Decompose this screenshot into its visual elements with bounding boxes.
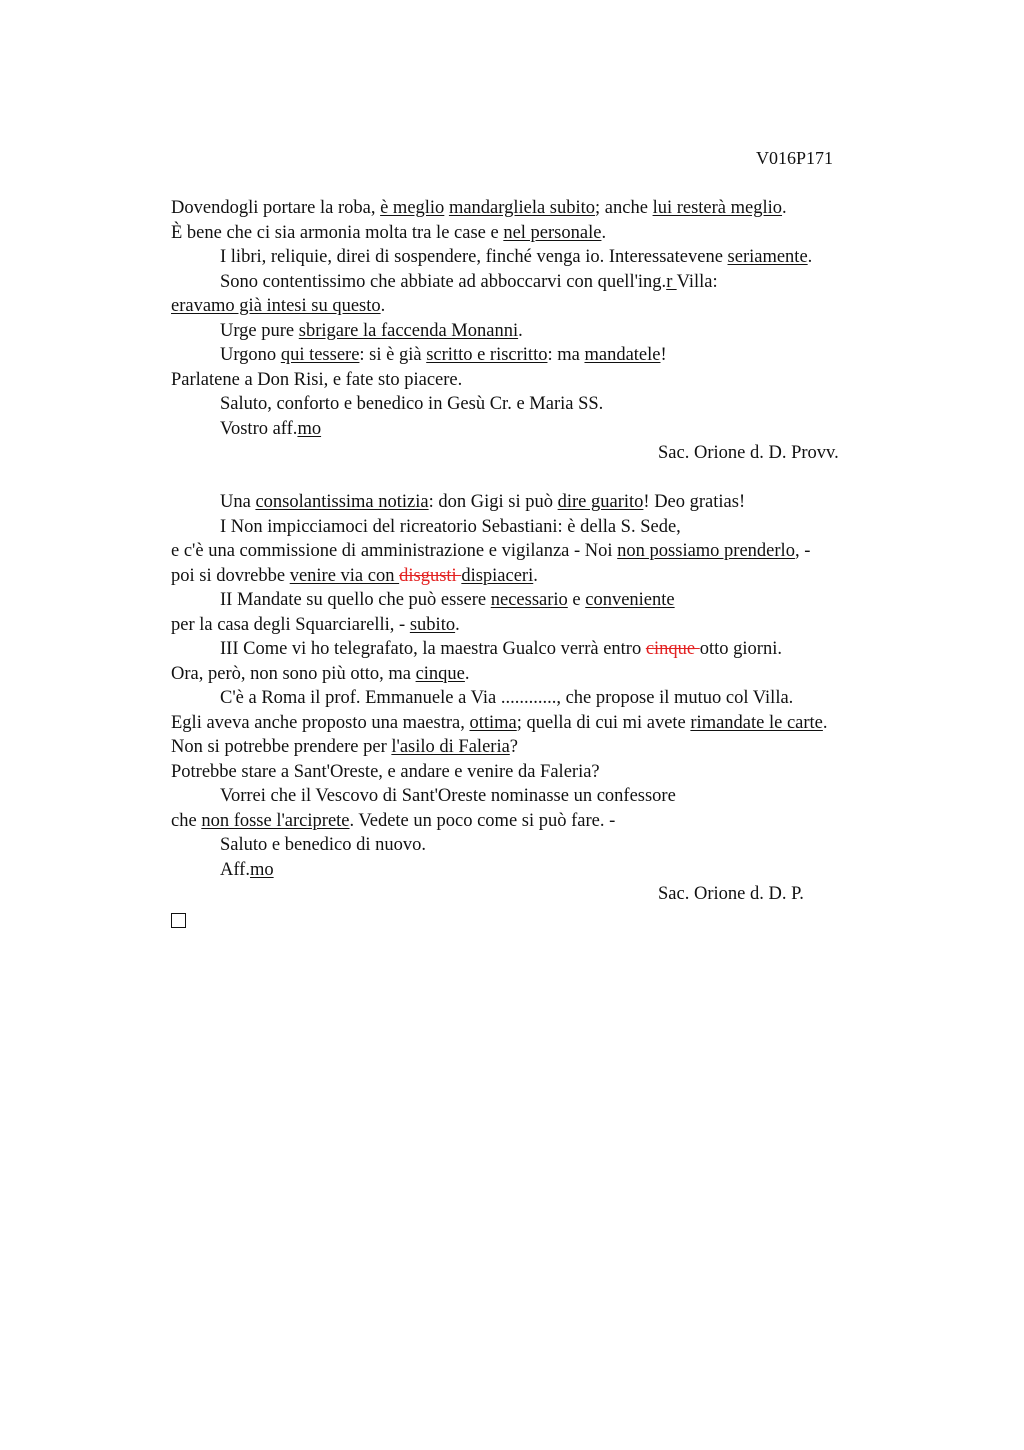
letter1-line4: Sono contentissimo che abbiate ad abboccarvi con quell'ing.r Villa: <box>220 271 718 292</box>
document-body <box>171 196 931 935</box>
underlined-text: mo <box>249 859 274 880</box>
underlined-text: qui tessere <box>280 345 360 365</box>
letter2-signature: Sac. Orione d. D. P. <box>658 884 804 904</box>
letter2-line5: II Mandate su quello che può essere necessario e conveniente <box>220 590 675 610</box>
end-marker <box>171 907 931 936</box>
deleted-text: cinque <box>645 639 700 659</box>
underlined-text: è meglio <box>380 198 445 218</box>
underlined-text: sbrigare la faccenda Monanni <box>298 320 519 341</box>
underlined-text: mandargliela subito <box>448 198 596 218</box>
letter2-line9: C'è a Roma il prof. Emmanuele a Via ............, che propose il mutuo col Villa. <box>220 688 794 708</box>
letter2-line14: che non fosse l'arciprete. Vedete un poco come si può fare. - <box>171 810 616 831</box>
underlined-text: subito <box>409 614 456 635</box>
underlined-text: non fosse l'arciprete <box>201 810 350 831</box>
letter2-line15: Saluto e benedico di nuovo. <box>220 835 427 855</box>
letter2-line13: Vorrei che il Vescovo di Sant'Oreste nominasse un confessore <box>220 786 676 806</box>
letter1-line6: Urge pure sbrigare la faccenda Monanni. <box>220 320 523 341</box>
letter2-line3: e c'è una commissione di amministrazione e vigilanza - Noi non possiamo prenderlo, - <box>171 541 811 561</box>
letter1-line1: Dovendogli portare la roba, è meglio mandargliela subito; anche lui resterà meglio. <box>171 198 787 218</box>
letter1-signature: Sac. Orione d. D. Provv. <box>658 443 839 463</box>
letter2-line10: Egli aveva anche proposto una maestra, ottima; quella di cui mi avete rimandate le carte. <box>171 712 828 733</box>
letter2-line1: Una consolantissima notizia: don Gigi si può dire guarito! Deo gratias! <box>220 492 746 512</box>
deleted-text: disgusti <box>399 565 462 586</box>
letter1-line2: È bene che ci sia armonia molta tra le case e nel personale. <box>171 222 607 243</box>
letter2-line2: I Non impicciamoci del ricreatorio Sebastiani: è della S. Sede, <box>220 516 681 537</box>
letter2-line6: per la casa degli Squarciarelli, - subito. <box>171 614 460 635</box>
underlined-text: r <box>666 271 677 292</box>
underlined-text: lui resterà meglio <box>652 198 783 218</box>
underlined-text: mandatele <box>584 345 661 365</box>
letter1-line3: I libri, reliquie, direi di sospendere, finché venga io. Interessatevene seriamente. <box>220 247 813 267</box>
letter2-line12: Potrebbe stare a Sant'Oreste, e andare e venire da Faleria? <box>171 761 600 782</box>
underlined-text: necessario <box>490 590 568 610</box>
letter1-closing: Vostro aff.mo <box>220 418 322 439</box>
letter1-line7: Urgono qui tessere: si è già scritto e riscritto: ma mandatele! <box>220 345 667 365</box>
underlined-text: consolantissima notizia <box>255 492 429 512</box>
letter2-line7: III Come vi ho telegrafato, la maestra Gualco verrà entro cinque otto giorni. <box>220 639 782 659</box>
underlined-text: l'asilo di Faleria <box>391 737 510 757</box>
underlined-text: non possiamo prenderlo <box>617 541 795 561</box>
underlined-text: eravamo già intesi su questo <box>171 296 381 316</box>
document-reference: V016P171 <box>756 148 834 168</box>
underlined-text: nel personale <box>503 222 602 243</box>
letter1-line5: eravamo già intesi su questo. <box>171 296 386 316</box>
underlined-text: conveniente <box>585 590 675 610</box>
underlined-text: venire via con <box>289 565 400 586</box>
letter2-line8: Ora, però, non sono più otto, ma cinque. <box>171 663 470 684</box>
underlined-text: rimandate le carte <box>690 712 823 733</box>
underlined-text: dispiaceri <box>461 565 534 586</box>
letter2-line4: poi si dovrebbe venire via con disgusti dispiaceri. <box>171 565 538 586</box>
underlined-text: ottima <box>469 712 517 733</box>
letter1-line8: Parlatene a Don Risi, e fate sto piacere. <box>171 369 463 390</box>
letter2-closing: Aff.mo <box>220 859 274 880</box>
letter2-line11: Non si potrebbe prendere per l'asilo di Faleria? <box>171 737 519 757</box>
letter1-line9: Saluto, conforto e benedico in Gesù Cr. e Maria SS. <box>220 394 604 414</box>
empty-square-icon <box>171 913 186 928</box>
paragraph-gap <box>171 466 931 491</box>
underlined-text: mo <box>297 418 322 439</box>
underlined-text: dire guarito <box>557 492 644 512</box>
underlined-text: seriamente <box>727 247 808 267</box>
underlined-text: cinque <box>415 663 465 684</box>
underlined-text: scritto e riscritto <box>426 345 548 365</box>
